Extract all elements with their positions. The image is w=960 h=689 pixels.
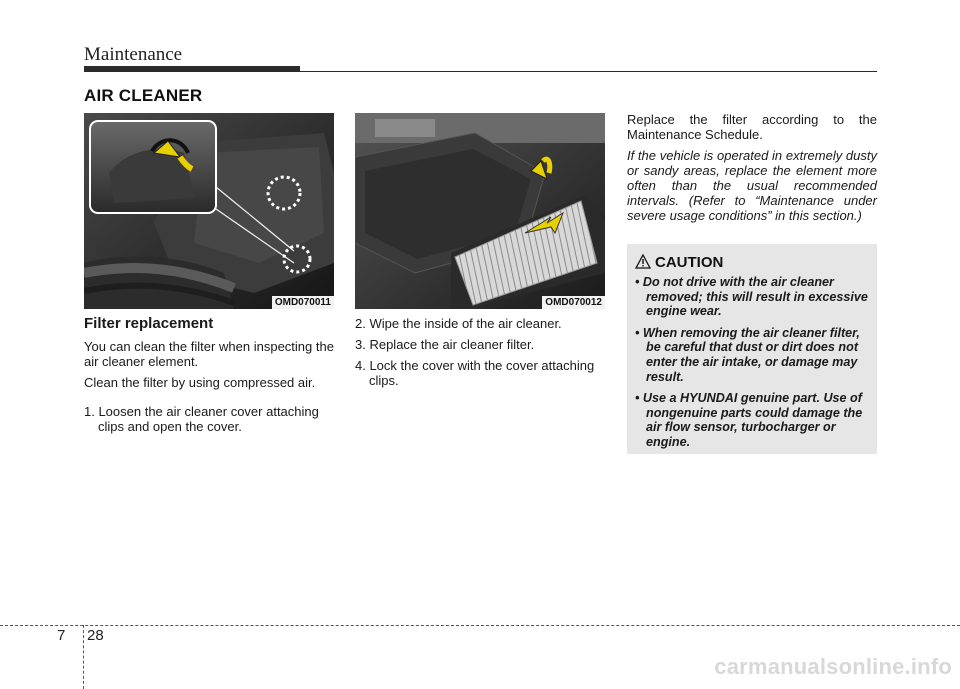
footer-divider: [83, 625, 84, 689]
column-2: [355, 316, 607, 394]
photo-tag-left: OMD070011: [272, 296, 334, 309]
paragraph-severe-usage: If the vehicle is operated in extremely dusty or sandy areas, replace the element more often than the usual recommended intervals. (Refer to “Maintenance under severe usage conditions” in this section.): [627, 148, 877, 223]
caution-heading: [635, 254, 723, 271]
engine-photo-cover-clips: [84, 113, 334, 309]
step-1: 1. Loosen the air cleaner cover attaching clips and open the cover.: [84, 404, 319, 434]
header-title: Maintenance: [84, 44, 183, 65]
photo-tag-right: OMD070012: [542, 296, 605, 309]
column-3: [627, 112, 877, 229]
step-4: 4. Lock the cover with the cover attaching clips.: [355, 358, 595, 388]
watermark: carmanualsonline.info: [714, 654, 952, 679]
page-number: 28: [87, 627, 104, 644]
caution-item: • Do not drive with the air cleaner removed; this will result in excessive engine wear.: [635, 275, 868, 319]
caution-box: [627, 244, 877, 454]
caution-title: CAUTION: [655, 254, 724, 271]
footer-rule: [0, 625, 960, 626]
filter-replacement-heading: Filter replacement: [84, 315, 214, 332]
engine-photo-filter: [355, 113, 605, 309]
paragraph-compressed-air: Clean the filter by using compressed air.: [84, 375, 316, 390]
caution-list: [635, 275, 871, 457]
caution-item: • When removing the air cleaner filter, be careful that dust or dirt does not enter the air intake, or damage may result.: [635, 325, 860, 384]
chapter-number: 7: [57, 627, 66, 644]
paragraph-schedule: Replace the filter according to the Maintenance Schedule.: [627, 112, 877, 142]
warning-triangle-icon: [635, 254, 651, 269]
step-2: 2. Wipe the inside of the air cleaner.: [355, 316, 562, 331]
paragraph-inspect: You can clean the filter when inspecting the air cleaner element.: [84, 339, 334, 369]
column-1: [84, 316, 334, 440]
section-title: AIR CLEANER: [84, 86, 203, 105]
header-rule: [300, 71, 877, 72]
caution-item: • Use a HYUNDAI genuine part. Use of nongenuine parts could damage the air flow sensor, turbocharger or engine.: [635, 391, 863, 449]
step-3: 3. Replace the air cleaner filter.: [355, 337, 535, 352]
header-bar: [84, 66, 300, 72]
